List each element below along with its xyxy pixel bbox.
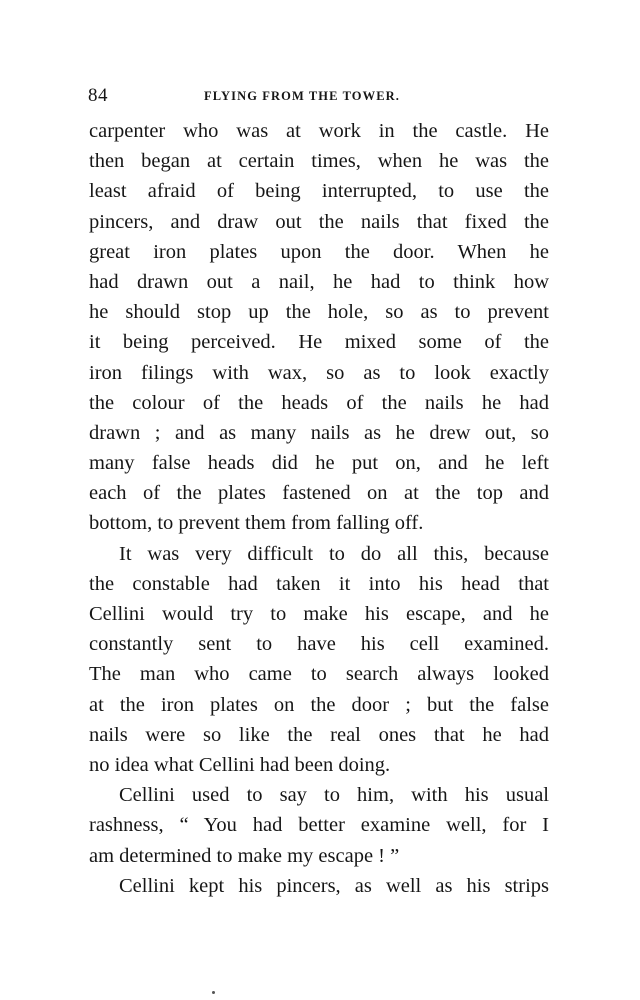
text-line: the constable had taken it into his head that xyxy=(89,572,549,595)
text-line: then began at certain times, when he was the xyxy=(89,150,549,173)
running-head xyxy=(88,84,548,108)
page-number: 84 xyxy=(88,85,108,106)
text-line: Cellini used to say to him, with his usual xyxy=(119,784,549,807)
text-line: he should stop up the hole, so as to prevent xyxy=(89,301,549,324)
text-line: least afraid of being interrupted, to use the xyxy=(89,180,549,203)
text-line: drawn ; and as many nails as he drew out, so xyxy=(89,421,549,444)
text-line: great iron plates upon the door. When he xyxy=(89,240,549,263)
text-line: many false heads did he put on, and he left xyxy=(89,452,549,475)
running-title: FLYING FROM THE TOWER. xyxy=(204,89,400,103)
text-line: constantly sent to have his cell examined. xyxy=(89,633,549,656)
text-line: Cellini would try to make his escape, and he xyxy=(89,603,549,625)
text-line: at the iron plates on the door ; but the false xyxy=(89,693,549,716)
text-line: Cellini kept his pincers, as well as his strips xyxy=(119,874,549,897)
text-line: rashness, “ You had better examine well, for I xyxy=(89,814,549,837)
text-line: the colour of the heads of the nails he had xyxy=(89,391,549,414)
text-line: The man who came to search always looked xyxy=(89,663,549,686)
print-speck xyxy=(212,991,215,994)
text-line: carpenter who was at work in the castle. He xyxy=(89,120,549,142)
text-line: am determined to make my escape ! ” xyxy=(89,844,400,867)
text-line: nails were so like the real ones that he had xyxy=(89,723,549,746)
text-line: it being perceived. He mixed some of the xyxy=(89,331,549,354)
body-text xyxy=(89,116,549,901)
text-line: iron filings with wax, so as to look exactly xyxy=(89,361,549,384)
text-line: It was very difficult to do all this, because xyxy=(119,542,549,565)
text-line: each of the plates fastened on at the top and xyxy=(89,482,549,505)
text-line: no idea what Cellini had been doing. xyxy=(89,753,391,776)
text-line: had drawn out a nail, he had to think how xyxy=(89,270,549,293)
text-line: pincers, and draw out the nails that fixed the xyxy=(89,210,549,233)
text-line: bottom, to prevent them from falling off. xyxy=(89,512,424,535)
